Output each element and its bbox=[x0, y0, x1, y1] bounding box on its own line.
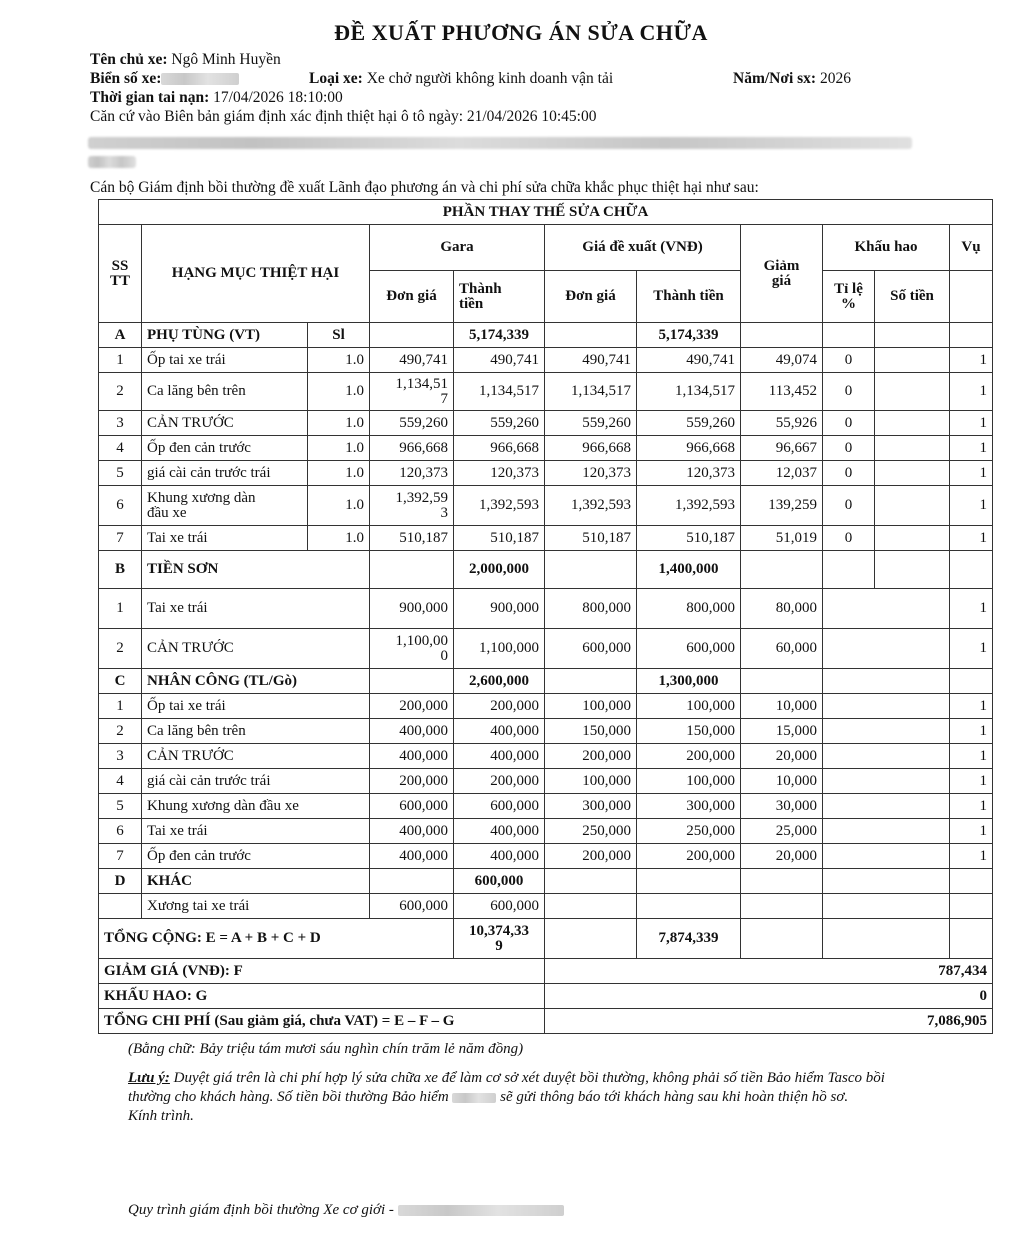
header-amount-proposed: Thành tiền bbox=[637, 271, 741, 323]
redacted-company bbox=[452, 1093, 496, 1103]
vehicle-type-line: Loại xe: Xe chở người không kinh doanh vận tải bbox=[309, 70, 614, 87]
table-row: 6 Khung xương dàn đầu xe 1.0 1,392,59 3 1,392,593 1,392,593 1,392,593 139,259 0 1 bbox=[99, 486, 993, 526]
table-row: 5 giá cài cản trước trái 1.0 120,373 120,373 120,373 120,373 12,037 0 1 bbox=[99, 461, 993, 486]
grand-total-row: TỔNG CHI PHÍ (Sau giảm giá, chưa VAT) = E – F – G 7,086,905 bbox=[99, 1009, 993, 1034]
table-row: 1 Ốp tai xe trái 1.0 490,741 490,741 490,741 490,741 49,074 0 1 bbox=[99, 348, 993, 373]
table-row: 5 Khung xương dàn đầu xe 600,000 600,000 300,000 300,000 30,000 1 bbox=[99, 794, 993, 819]
redacted-plate bbox=[161, 73, 239, 85]
table-row: 1 Tai xe trái 900,000 900,000 800,000 800,000 80,000 1 bbox=[99, 589, 993, 629]
table-row: Xương tai xe trái 600,000 600,000 bbox=[99, 894, 993, 919]
closing-text: Kính trình. bbox=[128, 1108, 194, 1124]
table-row: 2 Ca lăng bên trên 400,000 400,000 150,000 150,000 15,000 1 bbox=[99, 719, 993, 744]
section-row-a: A PHỤ TÙNG (VT) Sl 5,174,339 5,174,339 bbox=[99, 323, 993, 348]
accident-line: Thời gian tai nạn: 17/04/2026 18:10:00 bbox=[90, 89, 343, 106]
process-footer: Quy trình giám định bồi thường Xe cơ giới - bbox=[128, 1202, 564, 1219]
redacted-footer bbox=[398, 1205, 564, 1216]
table-row: 3 CẢN TRƯỚC 1.0 559,260 559,260 559,260 559,260 55,926 0 1 bbox=[99, 411, 993, 436]
header-case: Vụ bbox=[950, 225, 993, 271]
table-row: 2 CẢN TRƯỚC 1,100,00 0 1,100,000 600,000 600,000 60,000 1 bbox=[99, 629, 993, 669]
table-row: 6 Tai xe trái 400,000 400,000 250,000 250,000 25,000 1 bbox=[99, 819, 993, 844]
owner-line: Tên chủ xe: Ngô Minh Huyền bbox=[90, 51, 281, 68]
redacted-line bbox=[88, 137, 912, 149]
section-row-b: B TIỀN SƠN 2,000,000 1,400,000 bbox=[99, 551, 993, 589]
owner-name: Ngô Minh Huyền bbox=[171, 51, 281, 68]
redacted-line-2 bbox=[88, 156, 136, 168]
plate-line: Biển số xe: bbox=[90, 70, 239, 88]
header-discount: Giảm giá bbox=[741, 225, 823, 323]
header-unit-price-proposed: Đơn giá bbox=[545, 271, 637, 323]
year-line: Năm/Nơi sx: 2026 bbox=[733, 70, 851, 87]
section-row-c: C NHÂN CÔNG (TL/Gò) 2,600,000 1,300,000 bbox=[99, 669, 993, 694]
basis-line: Căn cứ vào Biên bản giám định xác định thiệt hại ô tô ngày: 21/04/2026 10:45:00 bbox=[90, 108, 597, 125]
header-stt: SS TT bbox=[99, 225, 142, 323]
section-row-d: D KHÁC 600,000 bbox=[99, 869, 993, 894]
discount-row: GIẢM GIÁ (VNĐ): F 787,434 bbox=[99, 959, 993, 984]
table-row: 4 Ốp đen cản trước 1.0 966,668 966,668 966,668 966,668 96,667 0 1 bbox=[99, 436, 993, 461]
amount-in-words: (Bằng chữ: Bảy triệu tám mươi sáu nghìn chín trăm lẻ năm đồng) bbox=[128, 1041, 524, 1057]
header-dep-amount: Số tiền bbox=[875, 271, 950, 323]
repair-table bbox=[98, 199, 993, 1034]
table-row: 3 CẢN TRƯỚC 400,000 400,000 200,000 200,000 20,000 1 bbox=[99, 744, 993, 769]
header-gara: Gara bbox=[370, 225, 545, 271]
header-rate: Tỉ lệ % bbox=[823, 271, 875, 323]
table-row: 4 giá cài cản trước trái 200,000 200,000 100,000 100,000 10,000 1 bbox=[99, 769, 993, 794]
table-row: 7 Ốp đen cản trước 400,000 400,000 200,000 200,000 20,000 1 bbox=[99, 844, 993, 869]
header-depreciation: Khấu hao bbox=[823, 225, 950, 271]
total-row: TỔNG CỘNG: E = A + B + C + D 10,374,33 9 7,874,339 bbox=[99, 919, 993, 959]
note-label: Lưu ý: bbox=[128, 1070, 170, 1086]
header-unit-price: Đơn giá bbox=[370, 271, 454, 323]
table-row: 7 Tai xe trái 1.0 510,187 510,187 510,187 510,187 51,019 0 1 bbox=[99, 526, 993, 551]
header-amount: Thành tiền bbox=[454, 271, 545, 323]
section-title: PHẦN THAY THẾ SỬA CHỮA bbox=[99, 200, 993, 225]
header-proposed: Giá đề xuất (VNĐ) bbox=[545, 225, 741, 271]
note-block: Lưu ý: Duyệt giá trên là chi phí hợp lý sửa chữa xe để làm cơ sở xét duyệt bồi thường, không phải số tiền Bảo hiểm Tasco bồi thường cho khách hàng. Số tiền bồi thường Bảo hiểm sẽ gửi thông báo tới khách hàng sau khi hoàn thiện hồ sơ. Kính trình. bbox=[128, 1069, 928, 1126]
intro-line: Cán bộ Giám định bồi thường đề xuất Lãnh đạo phương án và chi phí sửa chữa khắc phục thiệt hại như sau: bbox=[90, 179, 759, 196]
depreciation-row: KHẤU HAO: G 0 bbox=[99, 984, 993, 1009]
page-title: ĐỀ XUẤT PHƯƠNG ÁN SỬA CHỮA bbox=[334, 20, 708, 45]
table-row: 1 Ốp tai xe trái 200,000 200,000 100,000 100,000 10,000 1 bbox=[99, 694, 993, 719]
table-row: 2 Ca lăng bên trên 1.0 1,134,51 7 1,134,517 1,134,517 1,134,517 113,452 0 1 bbox=[99, 373, 993, 411]
header-item: HẠNG MỤC THIỆT HẠI bbox=[142, 225, 370, 323]
